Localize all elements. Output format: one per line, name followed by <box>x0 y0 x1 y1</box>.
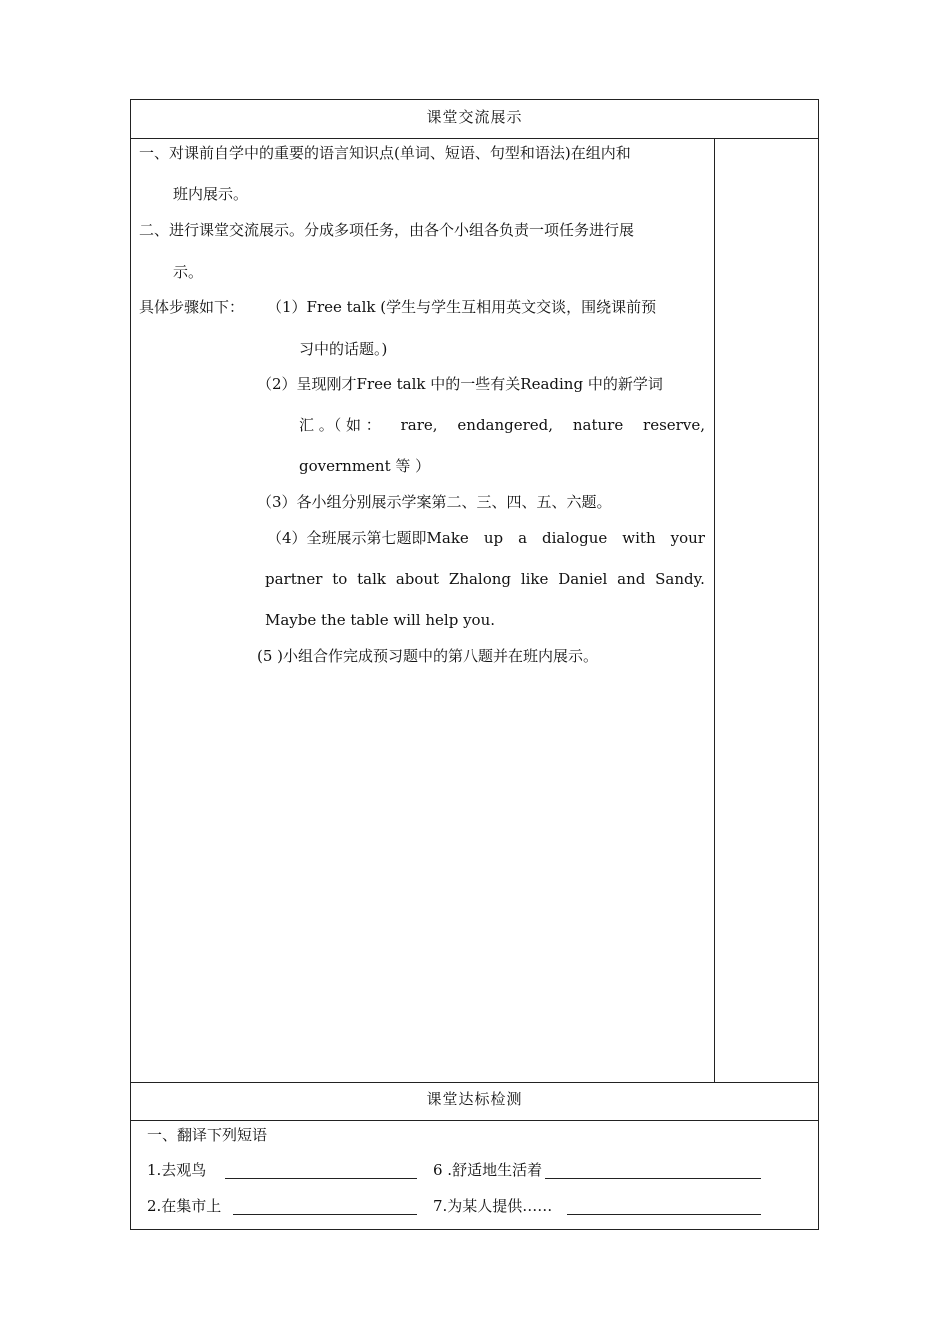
section-divider <box>131 1082 818 1083</box>
step4-word: like <box>520 570 549 588</box>
step2-word: reserve, <box>643 416 705 434</box>
phrase-label: 7.为某人提供…… <box>433 1197 553 1215</box>
step4-word: up <box>483 529 504 547</box>
item-1-line-2: 班内展示。 <box>173 185 249 203</box>
step4-word: and <box>617 570 646 588</box>
step5: (5 )小组合作完成预习题中的第八题并在班内展示。 <box>257 647 599 665</box>
phrase-label: 6 .舒适地生活着 <box>433 1161 543 1179</box>
phrase-label: 1.去观鸟 <box>147 1161 207 1179</box>
notes-column-divider <box>714 138 715 1082</box>
step4-line2 <box>265 569 705 589</box>
step2-line1: （2）呈现刚才Free talk 中的一些有关Reading 中的新学词 <box>257 375 663 393</box>
phrase-item-1 <box>147 1160 206 1180</box>
step2-word: rare, <box>400 416 438 434</box>
step4-word: with <box>622 529 656 547</box>
step4-word: Zhalong <box>448 570 512 588</box>
item-2-line-1: 二、进行课堂交流展示。分成多项任务，由各个小组各负责一项任务进行展 <box>139 221 635 239</box>
phrase-item-6 <box>433 1160 542 1180</box>
step3: （3）各小组分别展示学案第二、三、四、五、六题。 <box>257 493 612 511</box>
step4-word: partner <box>265 570 323 588</box>
step4-word: your <box>670 529 705 547</box>
item-1-line-1: 一、对课前自学中的重要的语言知识点(单词、短语、句型和语法)在组内和 <box>139 144 631 162</box>
step4-line1 <box>267 528 705 548</box>
step1-line2: 习中的话题。) <box>299 340 388 358</box>
section2-title: 课堂达标检测 <box>426 1090 523 1108</box>
section1-title: 课堂交流展示 <box>426 108 523 126</box>
lesson-table <box>130 99 819 1230</box>
step1-line1: （1）Free talk (学生与学生互相用英文交谈，围绕课前预 <box>267 298 657 316</box>
phrase-item-7 <box>433 1196 552 1216</box>
step2-word: endangered, <box>457 416 554 434</box>
phrase-item-2 <box>147 1196 221 1216</box>
section2-heading: 一、翻译下列短语 <box>147 1126 268 1144</box>
phrase-label: 2.在集市上 <box>147 1197 222 1215</box>
step4-word: （4）全班展示第七题即Make <box>267 529 469 547</box>
header-divider-2 <box>131 1120 818 1121</box>
step4-word: Sandy. <box>655 570 705 588</box>
step2-word: 汇 。（ 如 ： <box>299 416 381 434</box>
step4-word: a <box>518 529 528 547</box>
step4-word: dialogue <box>542 529 608 547</box>
item-2-line-2: 示。 <box>173 263 204 281</box>
answer-blank-6[interactable] <box>545 1162 761 1179</box>
step4-word: about <box>395 570 440 588</box>
answer-blank-1[interactable] <box>225 1162 417 1179</box>
step4-line3: Maybe the table will help you. <box>265 611 496 629</box>
step4-word: talk <box>357 570 386 588</box>
step4-word: Daniel <box>558 570 608 588</box>
answer-blank-2[interactable] <box>233 1198 417 1215</box>
step2-line2 <box>299 415 705 435</box>
step2-line3: government 等 ） <box>299 457 431 475</box>
step2-word: nature <box>572 416 624 434</box>
step4-word: to <box>332 570 348 588</box>
answer-blank-7[interactable] <box>567 1198 761 1215</box>
steps-label: 具体步骤如下： <box>139 298 245 316</box>
